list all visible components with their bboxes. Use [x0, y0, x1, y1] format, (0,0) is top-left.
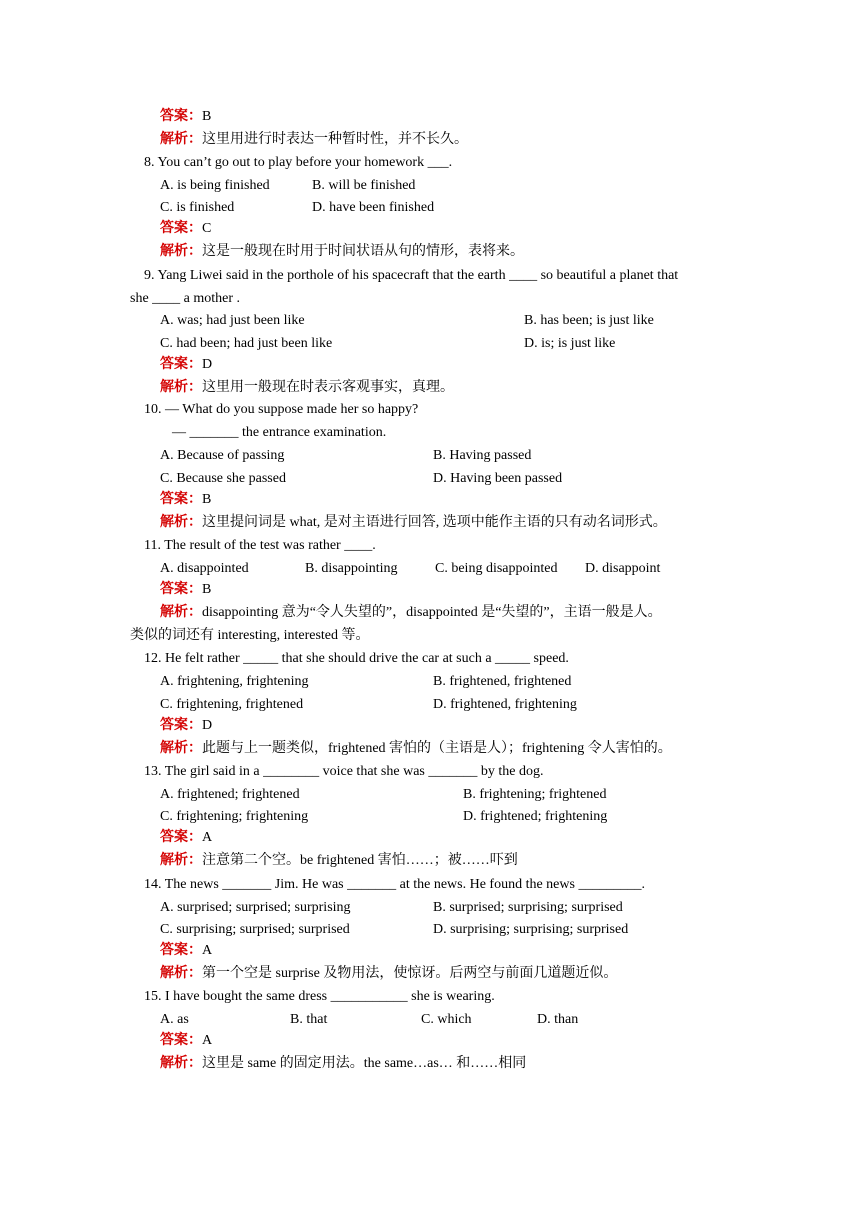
- option-d: D. frightened; frightening: [463, 809, 608, 824]
- answer-label: 答案：: [160, 357, 202, 372]
- analysis-line: [160, 965, 617, 983]
- analysis-line: [160, 131, 468, 149]
- option-a: A. frightening, frightening: [160, 674, 309, 689]
- analysis-label: 解析：: [160, 244, 202, 259]
- question-stem-continued: she ____ a mother .: [130, 291, 241, 306]
- answer-label: 答案：: [160, 830, 202, 845]
- option-b: B. has been; is just like: [524, 313, 654, 328]
- answer-line: [160, 829, 212, 847]
- option-c: C. Because she passed: [160, 471, 286, 486]
- analysis-text: 这是一般现在时用于时间状语从句的情形，表将来。: [202, 244, 524, 259]
- answer-value: B: [202, 582, 212, 597]
- analysis-line: [160, 514, 667, 532]
- option-b: B. Having passed: [433, 448, 532, 463]
- question-stem: 14. The news _______ Jim. He was _______ at the news. He found the news _________.: [144, 877, 645, 892]
- analysis-text: disappointing 意为“令人失望的”，disappointed 是“失望的”，主语一般是人。: [202, 605, 662, 620]
- answer-label: 答案：: [160, 718, 202, 733]
- answer-value: D: [202, 357, 213, 372]
- option-b: B. that: [290, 1012, 328, 1027]
- option-b: B. frightening; frightened: [463, 787, 607, 802]
- question-stem: 15. I have bought the same dress ___________ she is wearing.: [144, 989, 495, 1004]
- option-b: B. will be finished: [312, 178, 416, 193]
- analysis-label: 解析：: [160, 380, 202, 395]
- answer-line: [160, 220, 211, 238]
- option-b: B. frightened, frightened: [433, 674, 572, 689]
- option-c: C. had been; had just been like: [160, 336, 333, 351]
- analysis-label: 解析：: [160, 515, 202, 530]
- answer-line: [160, 491, 211, 509]
- answer-line: [160, 581, 211, 599]
- analysis-text: 这里提问词是 what, 是对主语进行回答, 选项中能作主语的只有动名词形式。: [202, 515, 667, 530]
- answer-label: 答案：: [160, 221, 202, 236]
- question-stem: 10. — What do you suppose made her so happy?: [144, 402, 419, 417]
- question-stem: 9. Yang Liwei said in the porthole of his spacecraft that the earth ____ so beautiful a planet that: [144, 268, 679, 283]
- option-a: A. surprised; surprised; surprising: [160, 900, 351, 915]
- option-c: C. surprising; surprised; surprised: [160, 922, 350, 937]
- analysis-label: 解析：: [160, 741, 202, 756]
- analysis-text: 这里用一般现在时表示客观事实，真理。: [202, 380, 454, 395]
- question-stem: 11. The result of the test was rather ____.: [144, 538, 376, 553]
- answer-value: C: [202, 221, 212, 236]
- option-a: A. as: [160, 1012, 189, 1027]
- option-c: C. which: [421, 1012, 472, 1027]
- analysis-text: 这里用进行时表达一种暂时性，并不长久。: [202, 132, 468, 147]
- analysis-text: 第一个空是 surprise 及物用法，使惊讶。后两空与前面几道题近似。: [202, 966, 618, 981]
- analysis-text: 注意第二个空。be frightened 害怕……；被……吓到: [202, 853, 518, 868]
- analysis-label: 解析：: [160, 605, 202, 620]
- answer-value: B: [202, 109, 212, 124]
- answer-value: A: [202, 1033, 213, 1048]
- answer-label: 答案：: [160, 492, 202, 507]
- answer-line: [160, 942, 212, 960]
- option-a: A. frightened; frightened: [160, 787, 300, 802]
- option-a: A. was; had just been like: [160, 313, 305, 328]
- option-c: C. is finished: [160, 200, 235, 215]
- analysis-text: 此题与上一题类似，frightened 害怕的（主语是人）；frightening 令人害怕的。: [202, 741, 672, 756]
- question-stem: 8. You can’t go out to play before your homework ___.: [144, 155, 453, 170]
- option-a: A. is being finished: [160, 178, 270, 193]
- option-d: D. than: [537, 1012, 579, 1027]
- answer-label: 答案：: [160, 943, 202, 958]
- answer-line: [160, 356, 212, 374]
- option-c: C. frightening, frightened: [160, 697, 304, 712]
- analysis-label: 解析：: [160, 966, 202, 981]
- option-d: D. surprising; surprising; surprised: [433, 922, 629, 937]
- analysis-line: [160, 740, 672, 758]
- option-d: D. Having been passed: [433, 471, 563, 486]
- option-b: B. disappointing: [305, 561, 398, 576]
- question-stem: 13. The girl said in a ________ voice that she was _______ by the dog.: [144, 764, 544, 779]
- analysis-text: 这里是 same 的固定用法。the same…as… 和……相同: [202, 1056, 527, 1071]
- answer-value: D: [202, 718, 213, 733]
- option-b: B. surprised; surprising; surprised: [433, 900, 623, 915]
- answer-line: [160, 108, 211, 126]
- option-d: D. have been finished: [312, 200, 435, 215]
- option-c: C. frightening; frightening: [160, 809, 309, 824]
- analysis-line: [160, 379, 454, 397]
- option-d: D. frightened, frightening: [433, 697, 577, 712]
- answer-label: 答案：: [160, 582, 202, 597]
- analysis-label: 解析：: [160, 132, 202, 147]
- analysis-line: [160, 852, 518, 870]
- question-stem-reply: — _______ the entrance examination.: [172, 425, 387, 440]
- analysis-line: [160, 604, 662, 622]
- option-d: D. disappoint: [585, 561, 661, 576]
- analysis-line: [160, 1055, 526, 1073]
- answer-value: A: [202, 943, 213, 958]
- answer-line: [160, 1032, 212, 1050]
- answer-line: [160, 717, 212, 735]
- option-c: C. being disappointed: [435, 561, 558, 576]
- option-a: A. Because of passing: [160, 448, 285, 463]
- option-d: D. is; is just like: [524, 336, 616, 351]
- option-a: A. disappointed: [160, 561, 249, 576]
- answer-label: 答案：: [160, 1033, 202, 1048]
- analysis-line: [160, 243, 524, 261]
- answer-value: B: [202, 492, 212, 507]
- question-stem: 12. He felt rather _____ that she should drive the car at such a _____ speed.: [144, 651, 569, 666]
- analysis-label: 解析：: [160, 853, 202, 868]
- answer-value: A: [202, 830, 213, 845]
- answer-label: 答案：: [160, 109, 202, 124]
- analysis-text-continued: 类似的词还有 interesting, interested 等。: [130, 628, 370, 643]
- analysis-label: 解析：: [160, 1056, 202, 1071]
